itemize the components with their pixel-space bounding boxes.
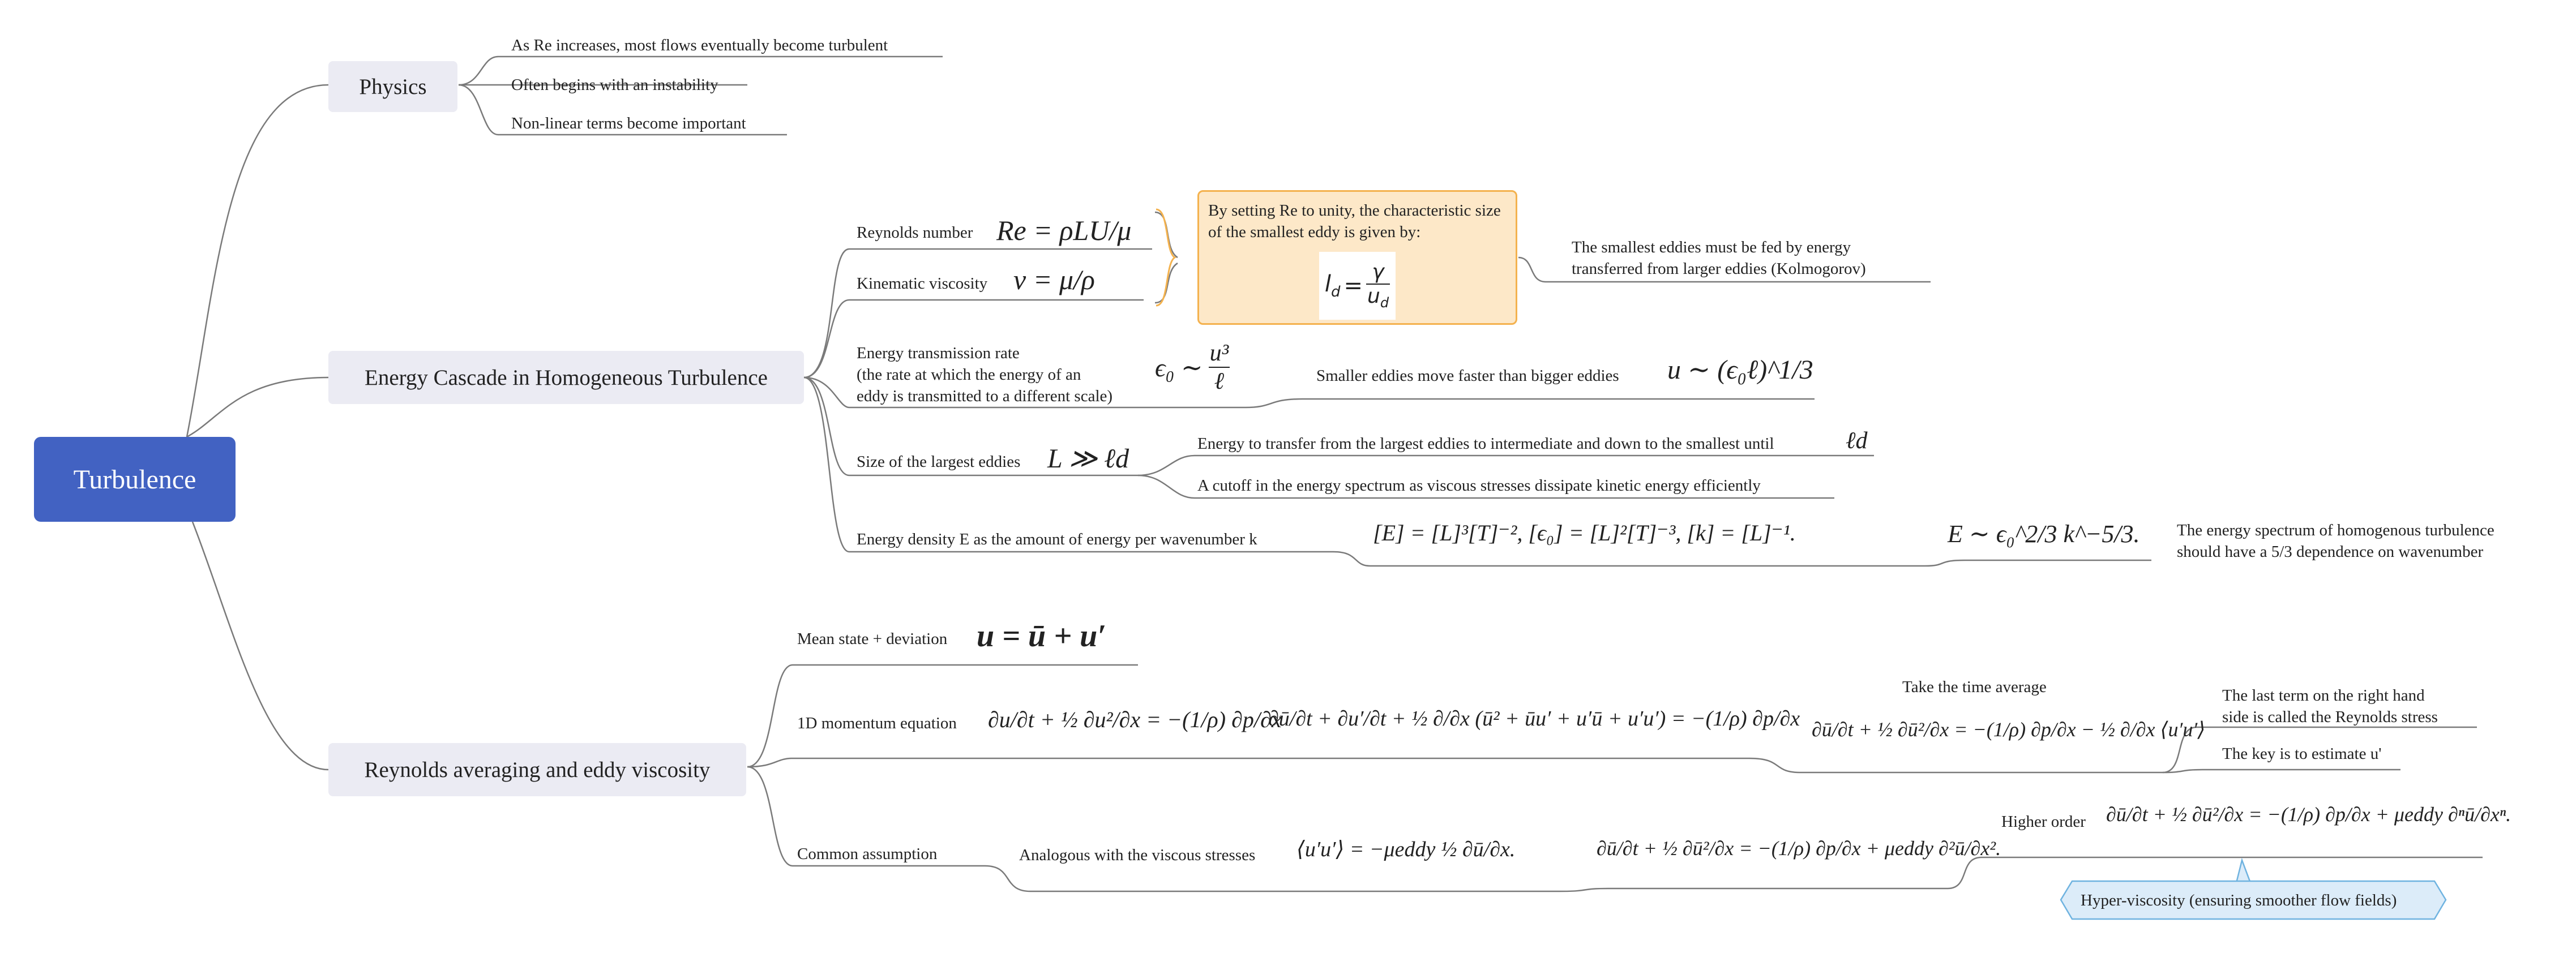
node-reynolds-averaging[interactable]	[328, 743, 746, 796]
energy-transfer-label[interactable]: Energy to transfer from the largest eddies to intermediate and down to the smallest until	[1197, 435, 1774, 453]
cascade-label: Energy Cascade in Homogeneous Turbulence	[365, 365, 768, 390]
physics-item[interactable]: As Re increases, most flows eventually become turbulent	[511, 36, 888, 54]
smaller-eddies-formula: u ∼ (ϵ₀ℓ)^1/3	[1667, 355, 1813, 385]
energy-spectrum-formula: E ∼ ϵ₀^2/3 k^−5/3.	[1948, 520, 2140, 548]
physics-item[interactable]: Often begins with an instability	[511, 76, 718, 94]
mean-state-formula: u = ū + u′	[977, 619, 1107, 654]
energy-transmission-label[interactable]: Energy transmission rate (the rate at which the energy of an eddy is transmitted to a different scale)	[857, 344, 1113, 405]
higher-order-formula: ∂ū/∂t + ½ ∂ū²/∂x = −(1/ρ) ∂p/∂x + μeddy ∂ⁿū/∂xⁿ.	[2106, 803, 2511, 826]
energy-density-label[interactable]: Energy density E as the amount of energy per wavenumber k	[857, 530, 1257, 548]
callout-text: By setting Re to unity, the characteristic size of the smallest eddy is given by:	[1208, 201, 1501, 241]
smallest-eddy-formula: $l_d$ = $\frac{\gamma}{u_d}$	[1319, 252, 1396, 320]
formula-fraction: $\frac{\gamma}{u_d}$	[1367, 260, 1389, 311]
link-root-cascade	[187, 377, 328, 437]
physics-item[interactable]: Non-linear terms become important	[511, 114, 746, 132]
link-root-reynolds	[192, 522, 328, 770]
link-root-physics	[187, 85, 328, 437]
energy-density-units: [E] = [L]³[T]⁻², [ϵ₀] = [L]²[T]⁻³, [k] = [L]⁻¹.	[1373, 520, 1796, 546]
physics-label: Physics	[359, 74, 427, 99]
formula-lhs: $l_d$	[1324, 271, 1341, 301]
spectrum-note[interactable]: The energy spectrum of homogenous turbulence should have a 5/3 dependence on wavenumber	[2177, 521, 2494, 561]
root-node[interactable]	[34, 437, 236, 522]
eddy-viscosity-formula: ∂ū/∂t + ½ ∂ū²/∂x = −(1/ρ) ∂p/∂x + μeddy ∂²ū/∂x².	[1597, 837, 2001, 860]
kinematic-viscosity-formula: ν = μ/ρ	[1013, 264, 1095, 295]
energy-transfer-formula: ℓd	[1846, 428, 1868, 454]
mean-state-label[interactable]: Mean state + deviation	[797, 630, 948, 648]
common-assumption-label[interactable]: Common assumption	[797, 845, 938, 863]
expanded-momentum-formula: ∂ū/∂t + ∂u′/∂t + ½ ∂/∂x (ū² + ūu′ + u′ū + u′u′) = −(1/ρ) ∂p/∂x	[1268, 707, 1800, 731]
analogous-formula: ⟨u′u′⟩ = −μeddy ½ ∂ū/∂x.	[1296, 838, 1516, 861]
largest-eddies-label[interactable]: Size of the largest eddies	[857, 453, 1021, 471]
hyper-pointer	[2236, 860, 2250, 883]
higher-order-label[interactable]: Higher order	[2001, 813, 2086, 831]
reynolds-number-formula: Re = ρLU/μ	[996, 214, 1132, 246]
largest-eddies-formula: L ≫ ℓd	[1047, 444, 1129, 474]
reynolds-number-label[interactable]: Reynolds number	[857, 224, 973, 242]
node-energy-cascade[interactable]	[328, 351, 804, 404]
energy-transmission-formula: ϵ₀ ∼ $\frac{\text{u³}}{\text{ℓ}}$	[1155, 340, 1229, 394]
reynolds-stress-note[interactable]: The last term on the right hand side is called the Reynolds stress	[2222, 686, 2438, 726]
reynolds-label: Reynolds averaging and eddy viscosity	[364, 757, 711, 782]
root-label: Turbulence	[73, 464, 196, 495]
hyper-viscosity-label[interactable]: Hyper-viscosity (ensuring smoother flow fields)	[2081, 891, 2397, 909]
bracket-shape	[1155, 207, 1178, 308]
cutoff-label[interactable]: A cutoff in the energy spectrum as viscous stresses dissipate kinetic energy efficiently	[1197, 477, 1761, 495]
key-note[interactable]: The key is to estimate u'	[2222, 745, 2382, 763]
node-physics[interactable]	[328, 61, 457, 112]
averaged-formula: ∂ū/∂t + ½ ∂ū²/∂x = −(1/ρ) ∂p/∂x − ½ ∂/∂x ⟨u′u′⟩	[1812, 718, 2206, 741]
momentum-formula: ∂u/∂t + ½ ∂u²/∂x = −(1/ρ) ∂p/∂x	[988, 707, 1282, 732]
kinematic-viscosity-label[interactable]: Kinematic viscosity	[857, 274, 988, 293]
analogous-label[interactable]: Analogous with the viscous stresses	[1019, 846, 1256, 864]
time-average-label[interactable]: Take the time average	[1902, 678, 2047, 696]
smaller-eddies-label[interactable]: Smaller eddies move faster than bigger eddies	[1316, 367, 1619, 385]
smallest-eddies-note[interactable]: The smallest eddies must be fed by energy transferred from larger eddies (Kolmogorov)	[1572, 238, 1866, 278]
momentum-label[interactable]: 1D momentum equation	[797, 714, 957, 732]
